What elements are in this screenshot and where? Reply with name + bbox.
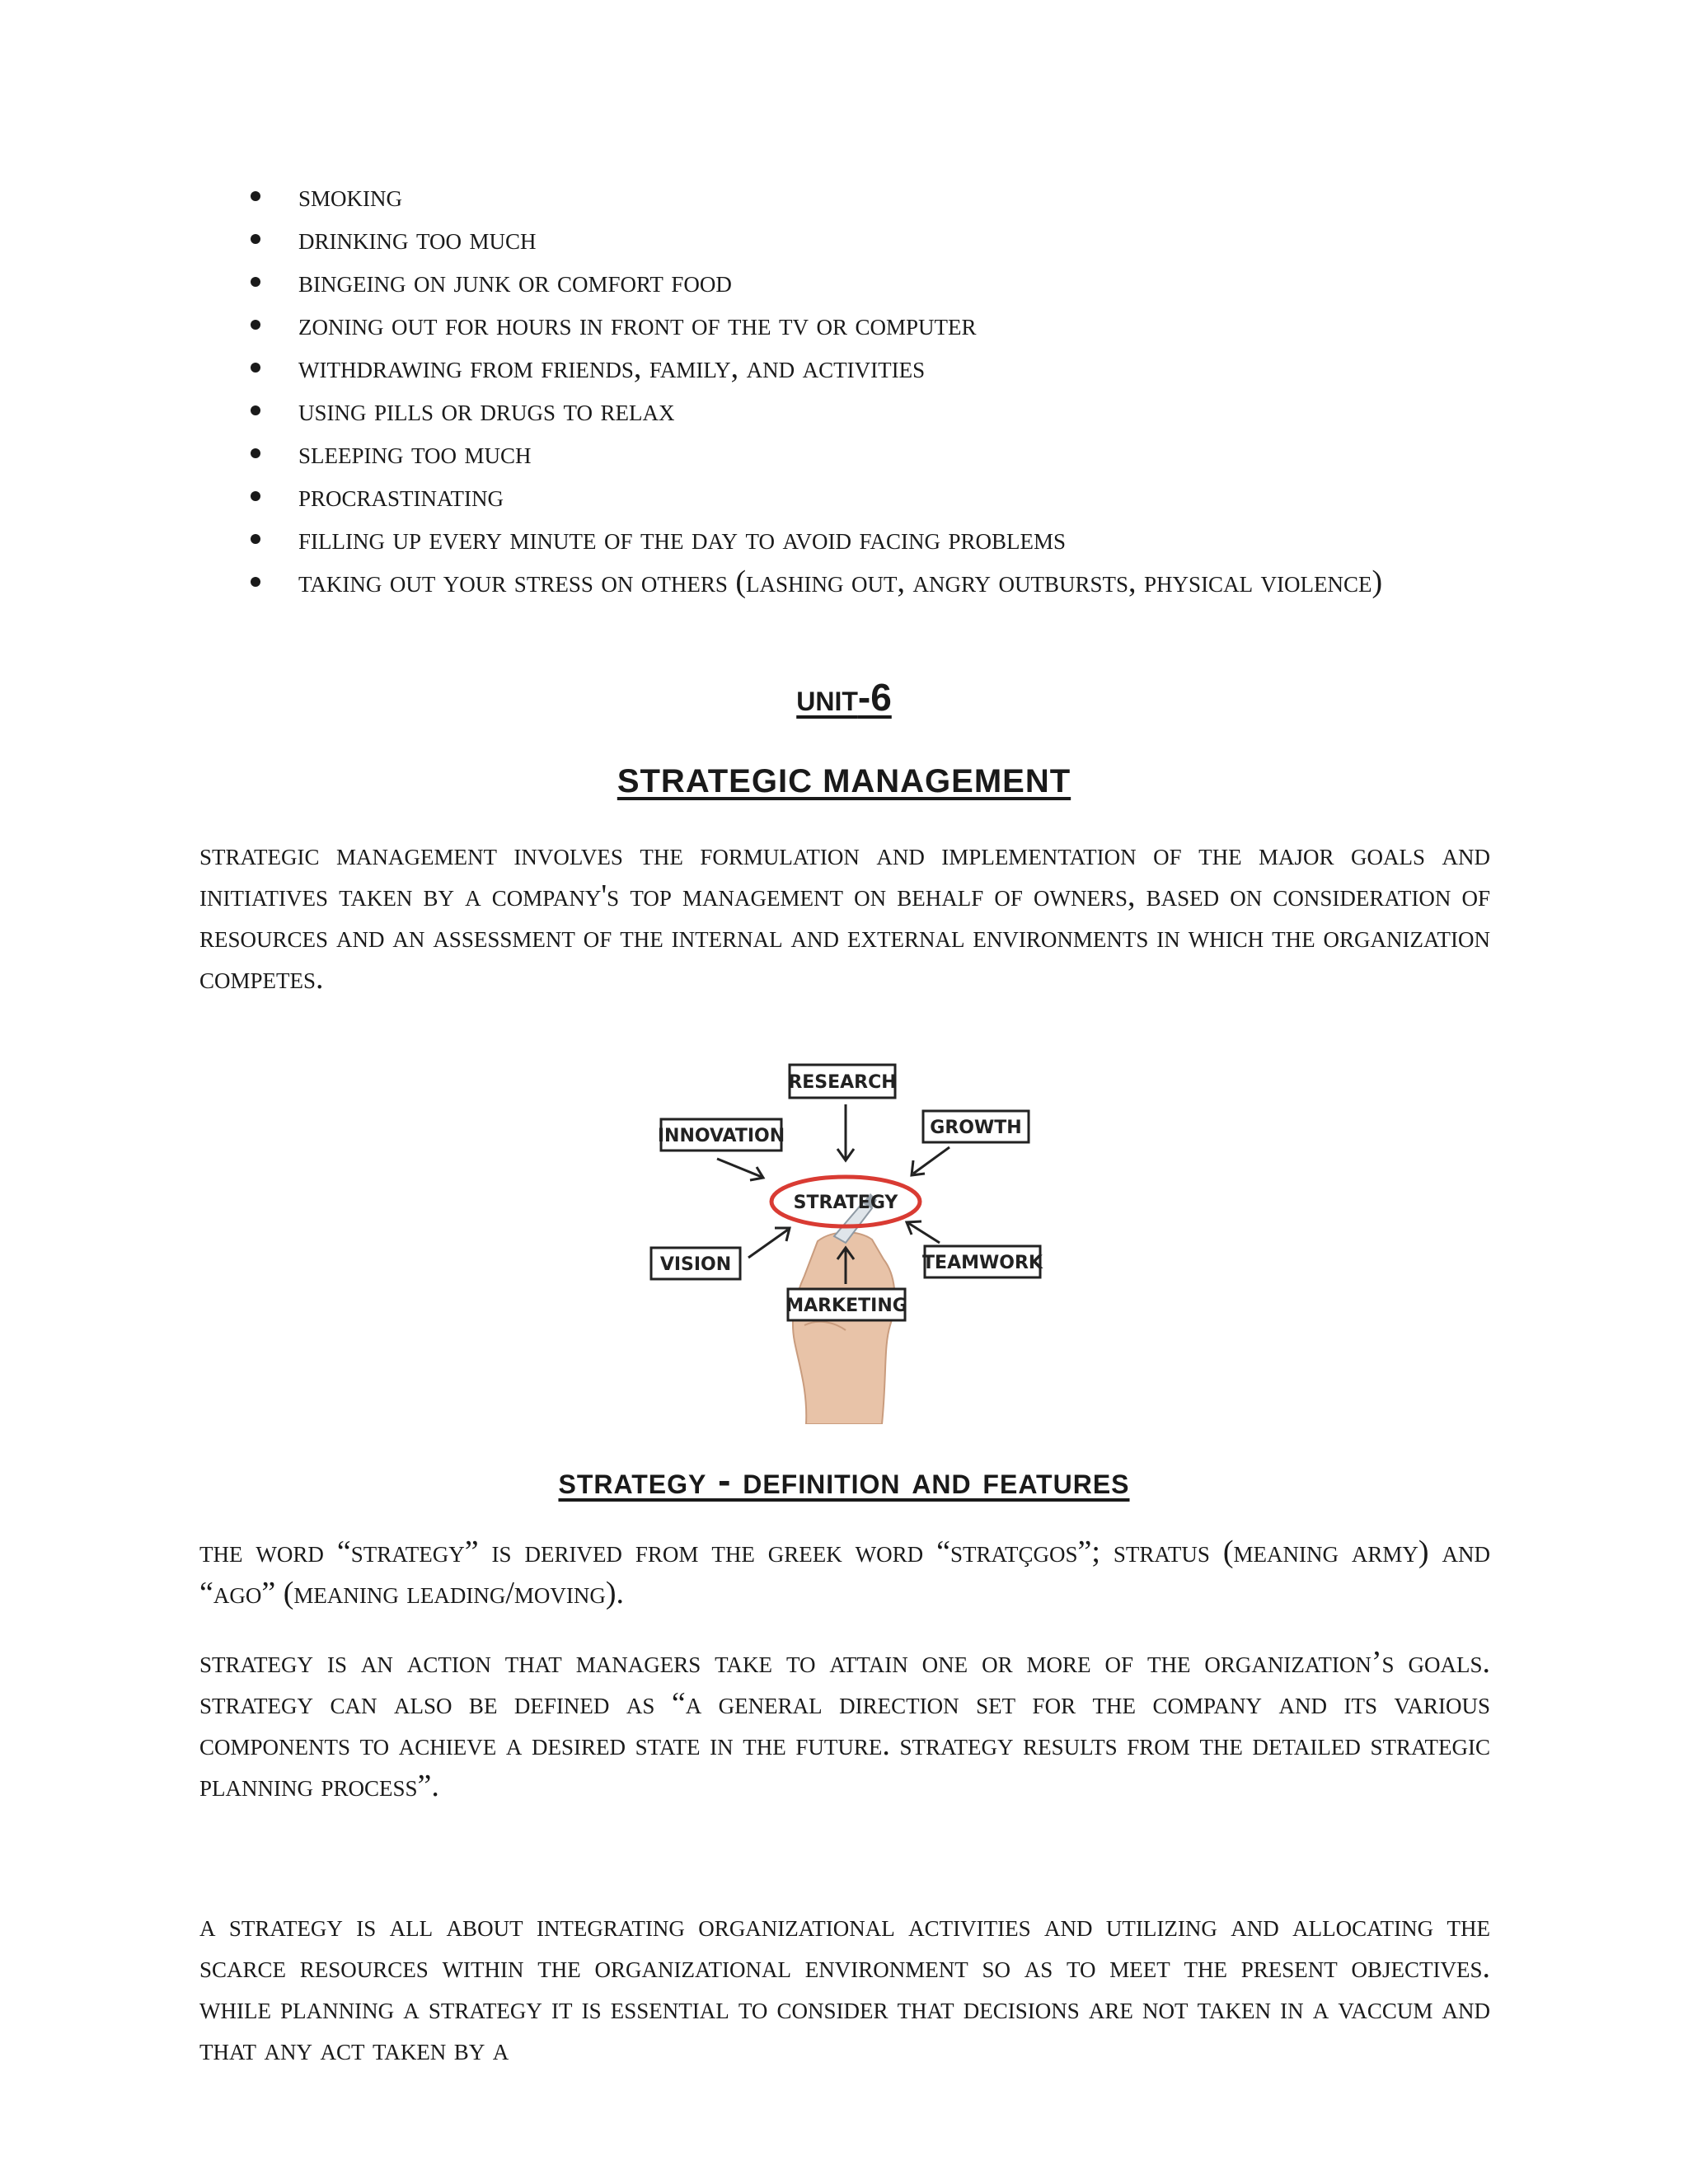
bullet-icon bbox=[251, 405, 260, 415]
bullet-icon bbox=[251, 234, 260, 244]
list-item bbox=[247, 518, 1500, 560]
list-item bbox=[247, 346, 1500, 389]
bullet-icon bbox=[251, 448, 260, 458]
section-heading: STRATEGIC MANAGEMENT bbox=[617, 763, 1071, 799]
bullet-icon bbox=[251, 191, 260, 201]
definition-heading: strategy - definition and features bbox=[558, 1459, 1130, 1502]
list-item bbox=[247, 560, 1500, 603]
list-item bbox=[247, 475, 1500, 518]
list-item bbox=[247, 218, 1500, 260]
list-item-text: procrastinating bbox=[298, 479, 504, 513]
intro-paragraph: strategic management involves the formulation and implementation of the major goals and initiatives taken by a company's top management on behalf of owners, based on consideration of resources and an assessment of the internal and external environments in which the organization competes. bbox=[199, 837, 1490, 996]
list-item bbox=[247, 260, 1500, 303]
research-label: RESEARCH bbox=[788, 1072, 897, 1093]
bullet-icon bbox=[251, 320, 260, 330]
arrow-icon bbox=[913, 1147, 950, 1174]
list-item-text: bingeing on junk or comfort food bbox=[298, 265, 732, 299]
list-item bbox=[247, 389, 1500, 432]
arrow-icon bbox=[748, 1230, 788, 1258]
bullet-icon bbox=[251, 363, 260, 373]
bullet-icon bbox=[251, 491, 260, 501]
unit-heading-prefix: unit bbox=[796, 676, 858, 719]
bullet-icon bbox=[251, 534, 260, 544]
list-item-text: withdrawing from friends, family, and activities bbox=[298, 350, 926, 385]
unit-heading-number: -6 bbox=[857, 676, 892, 719]
bullet-icon bbox=[251, 277, 260, 287]
list-item-text: taking out your stress on others (lashing out, angry outbursts, physical violence) bbox=[298, 565, 1383, 599]
list-item-text: smoking bbox=[298, 179, 403, 213]
vision-label: VISION bbox=[659, 1254, 732, 1275]
coping-bullet-list bbox=[247, 175, 1500, 603]
list-item bbox=[247, 303, 1500, 346]
innovation-label: INNOVATION bbox=[657, 1126, 785, 1146]
list-item-text: zoning out for hours in front of the tv or computer bbox=[298, 307, 977, 342]
strategy-diagram-image bbox=[643, 1053, 1055, 1424]
growth-label: GROWTH bbox=[930, 1118, 1022, 1138]
bullet-icon bbox=[251, 577, 260, 587]
paragraph-etymology: the word “strategy” is derived from the greek word “stratçgos”; stratus (meaning army) and “ago” (meaning leading/moving). bbox=[199, 1535, 1490, 1610]
marketing-label: MARKETING bbox=[785, 1296, 907, 1316]
arrow-icon bbox=[908, 1223, 940, 1243]
strategy-diagram-svg bbox=[643, 1053, 1055, 1424]
list-item bbox=[247, 175, 1500, 218]
paragraph-integration: a strategy is all about integrating organizational activities and utilizing and allocating the scarce resources within the organizational environment so as to meet the present objectives. while planning a strategy it is essential to consider that decisions are not taken in a vaccum and that any act taken by a bbox=[199, 1909, 1491, 2067]
list-item-text: filling up every minute of the day to avoid facing problems bbox=[298, 522, 1067, 556]
list-item-text: using pills or drugs to relax bbox=[298, 393, 675, 428]
list-item bbox=[247, 432, 1500, 475]
paragraph-definition: strategy is an action that managers take to attain one or more of the organization’s goals. strategy can also be defined as “a general direction set for the company and its various components to achieve a desired state in the future. strategy results from the detailed strategic planning process”. bbox=[199, 1645, 1490, 1803]
list-item-text: sleeping too much bbox=[298, 436, 532, 471]
list-item-text: drinking too much bbox=[298, 222, 537, 256]
strategy-label: STRATEGY bbox=[793, 1193, 898, 1213]
teamwork-label: TEAMWORK bbox=[922, 1253, 1043, 1273]
arrow-icon bbox=[717, 1159, 762, 1177]
unit-heading bbox=[0, 674, 1688, 720]
